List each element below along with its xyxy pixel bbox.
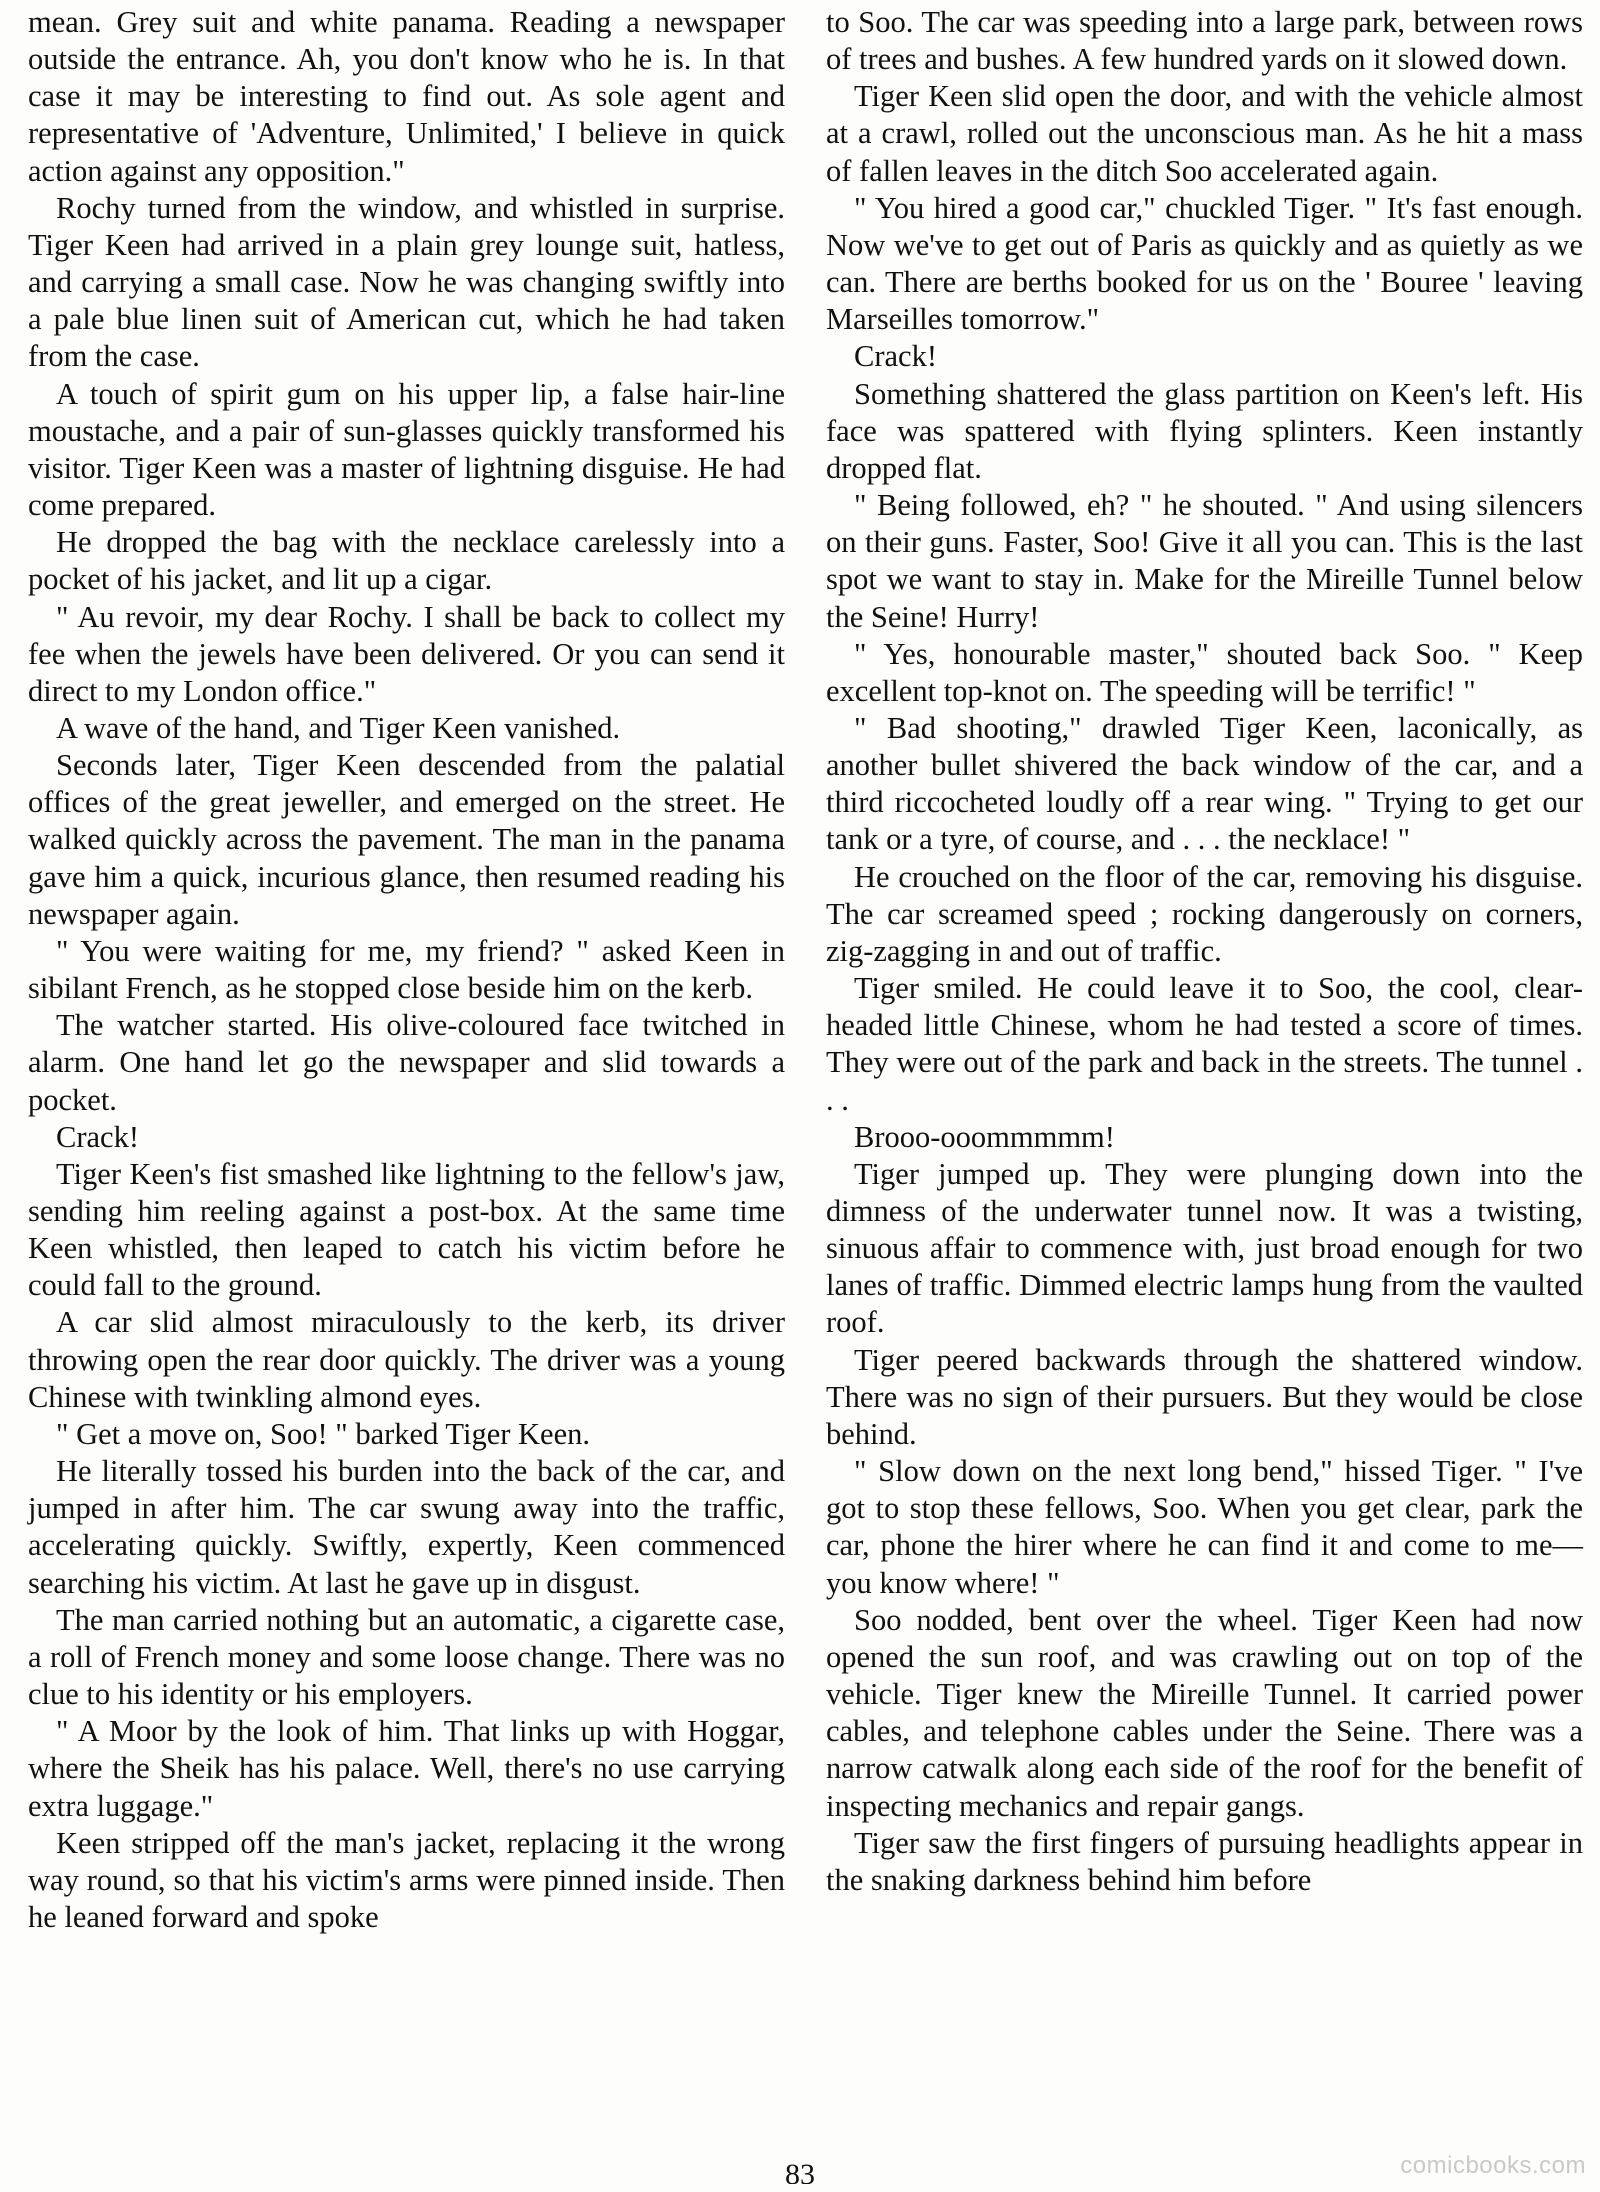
- paragraph: " Yes, honourable master," shouted back Soo. " Keep excellent top-knot on. The speeding will be terrific! ": [826, 636, 1583, 708]
- paragraph: He literally tossed his burden into the back of the car, and jumped in after him. The car swung away into the traffic, accelerating quickly. Swiftly, expertly, Keen commenced searching his victim. At last he gave up in disgust.: [28, 1454, 785, 1600]
- paragraph: Keen stripped off the man's jacket, replacing it the wrong way round, so that his victim's arms were pinned inside. Then he leaned forward and spoke: [28, 1825, 785, 1934]
- paragraph: Soo nodded, bent over the wheel. Tiger Keen had now opened the sun roof, and was crawling out on top of the vehicle. Tiger knew the Mireille Tunnel. It carried power cables, and telephone cables under the Seine. There was a narrow catwalk along each side of the roof for the benefit of inspecting mechanics and repair gangs.: [826, 1602, 1583, 1823]
- paragraph: Tiger smiled. He could leave it to Soo, the cool, clear-headed little Chinese, whom he had tested a score of times. They were out of the park and back in the streets. The tunnel . . .: [826, 971, 1583, 1117]
- paragraph: Tiger Keen's fist smashed like lightning to the fellow's jaw, sending him reeling against a post-box. At the same time Keen whistled, then leaped to catch his victim before he could fall to the ground.: [28, 1156, 785, 1303]
- paragraph: " Being followed, eh? " he shouted. " And using silencers on their guns. Faster, Soo! Give it all you can. This is the last spot we want to stay in. Make for the Mireille Tunnel below the Seine! Hurry!: [826, 488, 1583, 634]
- paragraph: Seconds later, Tiger Keen descended from the palatial offices of the great jeweller, and emerged on the street. He walked quickly across the pavement. The man in the panama gave him a quick, incurious glance, then resumed reading his newspaper again.: [28, 748, 785, 931]
- paragraph: mean. Grey suit and white panama. Reading a newspaper outside the entrance. Ah, you don't know who he is. In that case it may be interesting to find out. As sole agent and representative of 'Adventure, Unlimited,' I believe in quick action against any opposition.": [28, 5, 785, 188]
- paragraph: to Soo. The car was speeding into a large park, between rows of trees and bushes. A few hundred yards on it slowed down.: [826, 5, 1583, 77]
- paragraph: The man carried nothing but an automatic, a cigarette case, a roll of French money and some loose change. There was no clue to his identity or his employers.: [28, 1602, 785, 1712]
- paragraph: He dropped the bag with the necklace carelessly into a pocket of his jacket, and lit up a cigar.: [28, 525, 785, 597]
- paragraph: The watcher started. His olive-coloured face twitched in alarm. One hand let go the newspaper and slid towards a pocket.: [28, 1008, 785, 1117]
- paragraph: " Au revoir, my dear Rochy. I shall be back to collect my fee when the jewels have been delivered. Or you can send it direct to my London office.": [28, 599, 785, 708]
- paragraph: Crack!: [854, 339, 937, 374]
- paragraph: " You hired a good car," chuckled Tiger. " It's fast enough. Now we've to get out of Paris as quickly and as quietly as we can. There are berths booked for us on the ' Bouree ' leaving Marseilles tomorrow.": [826, 190, 1583, 337]
- right-column: [826, 4, 1583, 1899]
- paragraph: Tiger saw the first fingers of pursuing headlights appear in the snaking darkness behind him before: [826, 1825, 1583, 1897]
- paragraph: " Get a move on, Soo! " barked Tiger Keen.: [56, 1416, 590, 1451]
- paragraph: Brooo-ooommmmm!: [854, 1119, 1115, 1154]
- left-column: [28, 4, 785, 1936]
- paragraph: He crouched on the floor of the car, removing his disguise. The car screamed speed ; rocking dangerously on corners, zig-zagging in and out of traffic.: [826, 859, 1583, 968]
- watermark: comicbooks.com: [1400, 2152, 1586, 2179]
- paragraph: A car slid almost miraculously to the kerb, its driver throwing open the rear door quickly. The driver was a young Chinese with twinkling almond eyes.: [28, 1305, 785, 1414]
- paragraph: Tiger jumped up. They were plunging down into the dimness of the underwater tunnel now. It was a twisting, sinuous affair to commence with, just broad enough for two lanes of traffic. Dimmed electric lamps hung from the vaulted roof.: [826, 1156, 1583, 1340]
- paragraph: A touch of spirit gum on his upper lip, a false hair-line moustache, and a pair of sun-glasses quickly transformed his visitor. Tiger Keen was a master of lightning disguise. He had come prepared.: [28, 376, 785, 523]
- paragraph: Something shattered the glass partition on Keen's left. His face was spattered with flying splinters. Keen instantly dropped flat.: [826, 376, 1583, 485]
- paragraph: Tiger Keen slid open the door, and with the vehicle almost at a crawl, rolled out the unconscious man. As he hit a mass of fallen leaves in the ditch Soo accelerated again.: [826, 79, 1583, 188]
- paragraph: " A Moor by the look of him. That links up with Hoggar, where the Sheik has his palace. Well, there's no use carrying extra luggage.": [28, 1714, 785, 1823]
- paragraph: " You were waiting for me, my friend? " asked Keen in sibilant French, as he stopped close beside him on the kerb.: [28, 933, 785, 1006]
- paragraph: A wave of the hand, and Tiger Keen vanished.: [56, 710, 621, 745]
- paragraph: Rochy turned from the window, and whistled in surprise. Tiger Keen had arrived in a plain grey lounge suit, hatless, and carrying a small case. Now he was changing swiftly into a pale blue linen suit of American cut, which he had taken from the case.: [28, 190, 785, 374]
- paragraph: Tiger peered backwards through the shattered window. There was no sign of their pursuers. But they would be close behind.: [826, 1342, 1583, 1451]
- paragraph: " Bad shooting," drawled Tiger Keen, laconically, as another bullet shivered the back window of the car, and a third riccocheted loudly off a rear wing. " Trying to get our tank or a tyre, of course, and . . . the necklace! ": [826, 710, 1583, 857]
- paragraph: Crack!: [56, 1119, 139, 1154]
- paragraph: " Slow down on the next long bend," hissed Tiger. " I've got to stop these fellows, Soo. When you get clear, park the car, phone the hirer where he can find it and come to me—you know where! ": [826, 1454, 1583, 1600]
- page-number: 83: [785, 2158, 815, 2184]
